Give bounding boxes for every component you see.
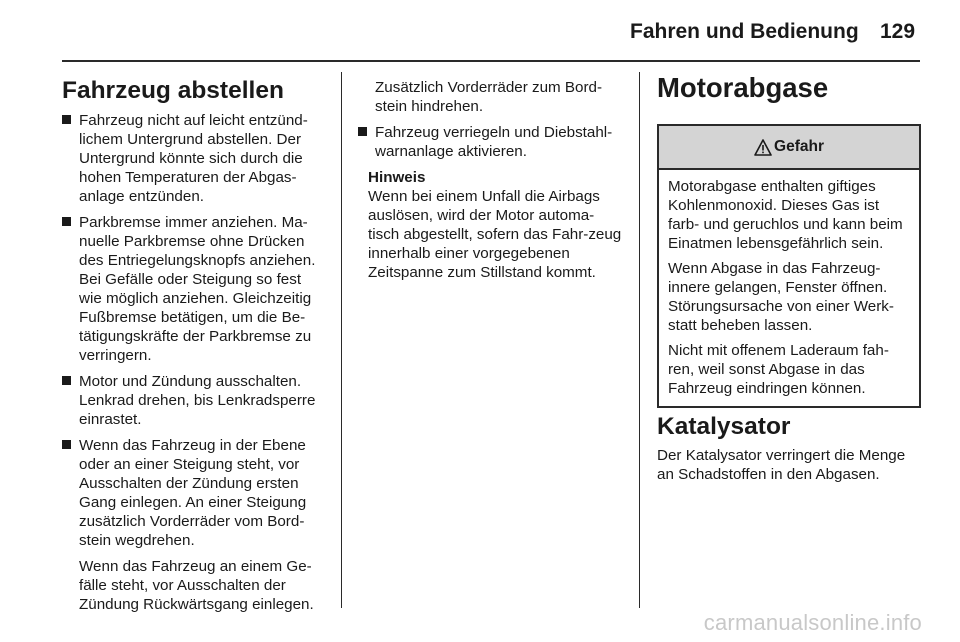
bullet-item	[62, 436, 326, 614]
page-number: 129	[880, 20, 916, 43]
katalysator-text: Der Katalysator verringert die Menge an Schadstoffen in den Abgasen.	[657, 447, 906, 483]
left-column	[62, 77, 326, 621]
warning-paragraph: Wenn Abgase in das Fahrzeug-innere gelangen, Fenster öffnen. Störungsursache von einer Werk-statt beheben lassen.	[668, 260, 894, 334]
column-divider-2	[639, 72, 640, 608]
bullet-text: Parkbremse immer anziehen. Ma-nuelle Parkbremse ohne Drücken des Entriegelungsknopfs anziehen. Bei Gefälle oder Steigung so fest wie möglich anziehen. Gleichzeitig Fußbremse betätigen, um die Be-tätigungskräfte der Parkbremse zu verringern.	[79, 214, 316, 364]
bullet-square-icon	[62, 217, 71, 226]
bullet-item	[358, 123, 624, 161]
warning-paragraph: Nicht mit offenem Laderaum fah-ren, weil sonst Abgase in das Fahrzeug eindringen können.	[668, 342, 889, 397]
section-heading-katalysator: Katalysator	[657, 413, 791, 440]
header-title: Fahren und Bedienung	[630, 20, 859, 43]
bullet-list	[358, 123, 624, 161]
warning-paragraph: Motorabgase enthalten giftiges Kohlenmonoxid. Dieses Gas ist farb- und geruchlos und kann beim Einatmen lebensgefährlich sein.	[668, 178, 903, 252]
warning-triangle-icon	[754, 139, 772, 156]
bullet-square-icon	[62, 440, 71, 449]
bullet-square-icon	[358, 127, 367, 136]
bullet-continuation: Zusätzlich Vorderräder zum Bord-stein hindrehen.	[375, 79, 603, 115]
warning-title: Gefahr	[774, 138, 824, 155]
column-divider-1	[341, 72, 342, 608]
section-heading-fahrzeug-abstellen: Fahrzeug abstellen	[62, 77, 284, 104]
hint-title: Hinweis	[368, 169, 426, 186]
watermark: carmanualsonline.info	[703, 610, 922, 635]
warning-header	[659, 126, 919, 170]
bullet-list	[62, 111, 326, 614]
bullet-text: Fahrzeug nicht auf leicht entzünd-lichem Untergrund abstellen. Der Untergrund könnte sich durch die hohen Temperaturen der Abgas-anlage entzünden.	[79, 112, 308, 205]
bullet-continuation: Wenn das Fahrzeug an einem Ge-fälle steht, vor Ausschalten der Zündung Rückwärtsgang einlegen.	[79, 558, 314, 613]
warning-body	[659, 170, 919, 406]
hint-text: Wenn bei einem Unfall die Airbags auslösen, wird der Motor automa-tisch abgestellt, sofern das Fahr-zeug innerhalb einer vorgegebenen Zeitspanne zum Stillstand kommt.	[368, 188, 622, 281]
header-rule	[62, 60, 920, 62]
bullet-text: Motor und Zündung ausschalten. Lenkrad drehen, bis Lenkradsperre einrastet.	[79, 373, 316, 428]
bullet-square-icon	[62, 115, 71, 124]
bullet-item	[62, 111, 326, 206]
bullet-text: Fahrzeug verriegeln und Diebstahl-warnanlage aktivieren.	[375, 124, 613, 160]
bullet-square-icon	[62, 376, 71, 385]
bullet-text: Wenn das Fahrzeug in der Ebene oder an einer Steigung steht, vor Ausschalten der Zündung ersten Gang einlegen. An einer Steigung zusätzlich Vorderräder vom Bord-stein wegdrehen.	[79, 437, 307, 549]
middle-column	[358, 78, 624, 282]
section-heading-motorabgase: Motorabgase	[657, 72, 829, 103]
warning-box	[657, 124, 921, 408]
bullet-item	[62, 213, 326, 365]
bullet-item	[62, 372, 326, 429]
